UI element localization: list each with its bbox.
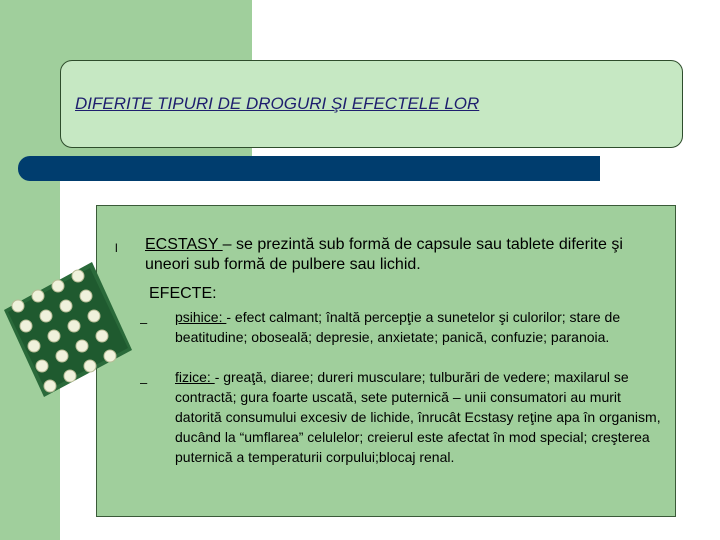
title-box — [60, 60, 683, 148]
drug-name: ECSTASY — [145, 236, 223, 253]
title-divider-bar — [18, 156, 600, 181]
effects-physical — [175, 367, 670, 467]
main-paragraph — [145, 235, 670, 275]
drug-description: – se prezintă sub formă de capsule sau tablete diferite şi uneori sub formă de pulbere sau lichid. — [145, 236, 623, 273]
effects-physical-text: - greaţă, diaree; dureri musculare; tulburări de vedere; maxilarul se contractă; gura foarte uscată, sete puternică – unii consumatori au murit datorită consumului excesiv de lichide, înrucât Ecstasy reţine apa în organism, ducând la “umflarea” celulelor; creierul este afectat în mod special; creşterea puternică a temperaturii corpului;blocaj renal. — [175, 369, 661, 465]
sub-bullet-dash: – — [140, 315, 148, 330]
effects-physical-label: fizice: — [175, 369, 215, 385]
pills-icon — [4, 262, 132, 397]
bullet-icon: l — [115, 241, 118, 255]
effects-psychic-text: - efect calmant; înaltă percepţie a sunetelor şi culorilor; stare de beatitudine; oboseală; depresie, anxietate; panică, confuzie; paranoia. — [175, 309, 621, 345]
slide-title: DIFERITE TIPURI DE DROGURI ŞI EFECTELE LOR — [75, 94, 480, 113]
effects-label: EFECTE: — [149, 285, 217, 302]
sub-bullet-dash: – — [140, 375, 148, 390]
effects-psychic-label: psihice: — [175, 309, 227, 325]
effects-psychic — [175, 307, 670, 347]
